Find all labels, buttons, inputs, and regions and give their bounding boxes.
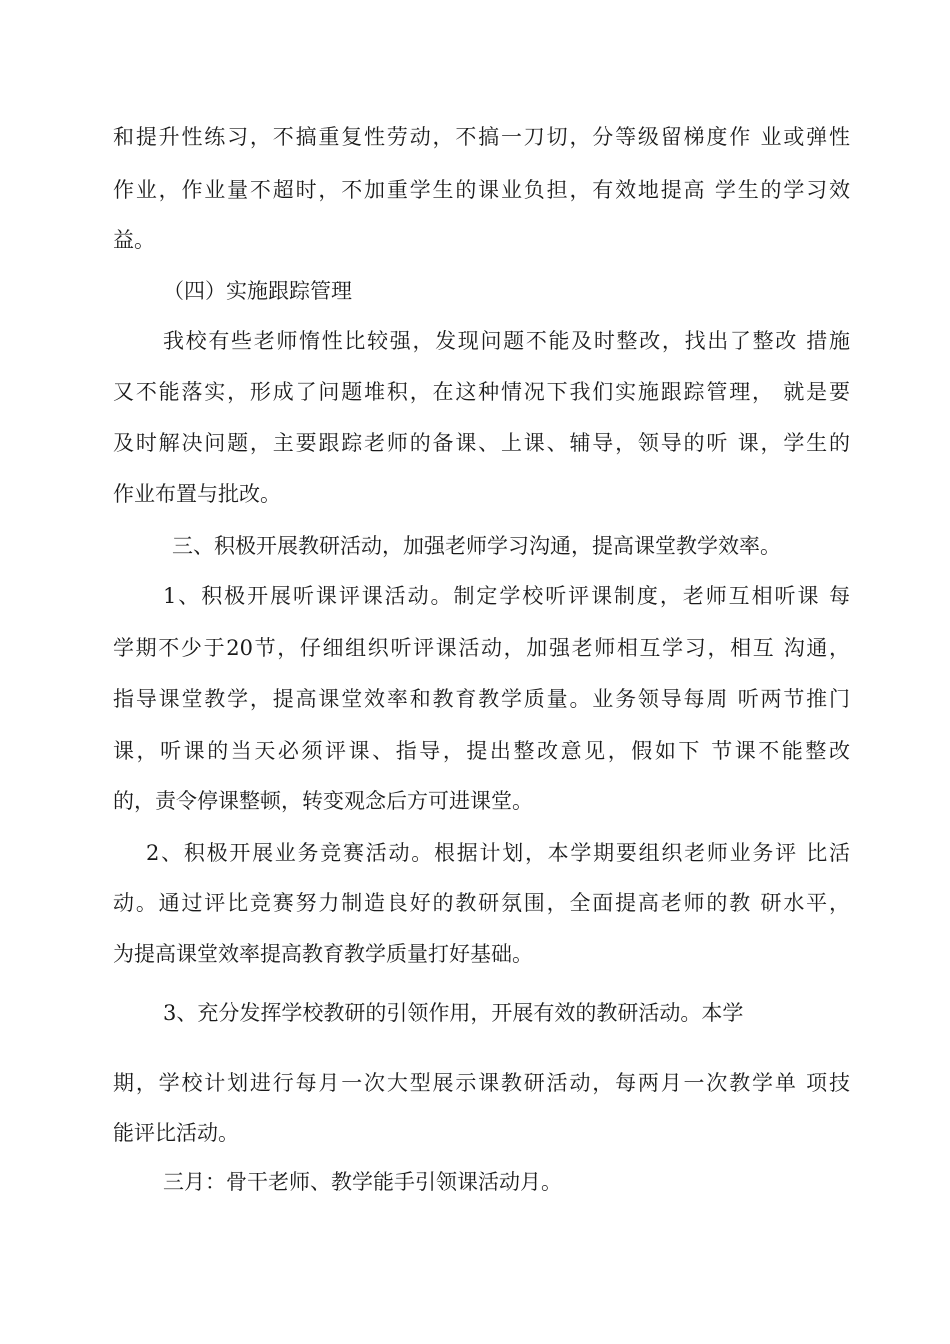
text-line: 作业，作业量不超时，不加重学生的课业负担，有效地提高 学生的学习效 bbox=[113, 178, 850, 202]
text-line: 的，责令停课整顿，转变观念后方可进课堂。 bbox=[113, 789, 533, 813]
text-line: 3、充分发挥学校教研的引领作用，开展有效的教研活动。本学 bbox=[163, 1001, 744, 1025]
text-line: 期，学校计划进行每月一次大型展示课教研活动，每两月一次教学单 项技 bbox=[113, 1071, 850, 1095]
text-line: 1、积极开展听课评课活动。制定学校听评课制度，老师互相听课 每 bbox=[163, 584, 850, 608]
text-line: 三月：骨干老师、教学能手引领课活动月。 bbox=[163, 1170, 562, 1194]
text-line: 作业布置与批改。 bbox=[113, 482, 281, 506]
text-line: 益。 bbox=[113, 228, 155, 252]
text-line: 为提高课堂效率提高教育教学质量打好基础。 bbox=[113, 942, 533, 966]
text-line: 和提升性练习，不搞重复性劳动，不搞一刀切，分等级留梯度作 业或弹性 bbox=[113, 125, 850, 149]
text-line: 动。通过评比竞赛努力制造良好的教研氛围，全面提高老师的教 研水平， bbox=[113, 891, 850, 915]
text-line: 课，听课的当天必须评课、指导，提出整改意见，假如下 节课不能整改 bbox=[113, 739, 850, 763]
text-line: 又不能落实，形成了问题堆积，在这种情况下我们实施跟踪管理， 就是要 bbox=[113, 380, 850, 404]
text-line: 能评比活动。 bbox=[113, 1121, 239, 1145]
text-line: 指导课堂教学，提高课堂效率和教育教学质量。业务领导每周 听两节推门 bbox=[113, 687, 850, 711]
text-line: 学期不少于20节，仔细组织听评课活动，加强老师相互学习，相互 沟通， bbox=[113, 636, 850, 660]
text-line: 2、积极开展业务竞赛活动。根据计划，本学期要组织老师业务评 比活 bbox=[146, 841, 850, 865]
section-heading: （四）实施跟踪管理 bbox=[163, 279, 352, 303]
text-line: 我校有些老师惰性比较强，发现问题不能及时整改，找出了整改 措施 bbox=[163, 329, 850, 353]
text-line: 及时解决问题，主要跟踪老师的备课、上课、辅导，领导的听 课，学生的 bbox=[113, 431, 850, 455]
section-heading: 三、积极开展教研活动，加强老师学习沟通，提高课堂教学效率。 bbox=[172, 534, 781, 558]
